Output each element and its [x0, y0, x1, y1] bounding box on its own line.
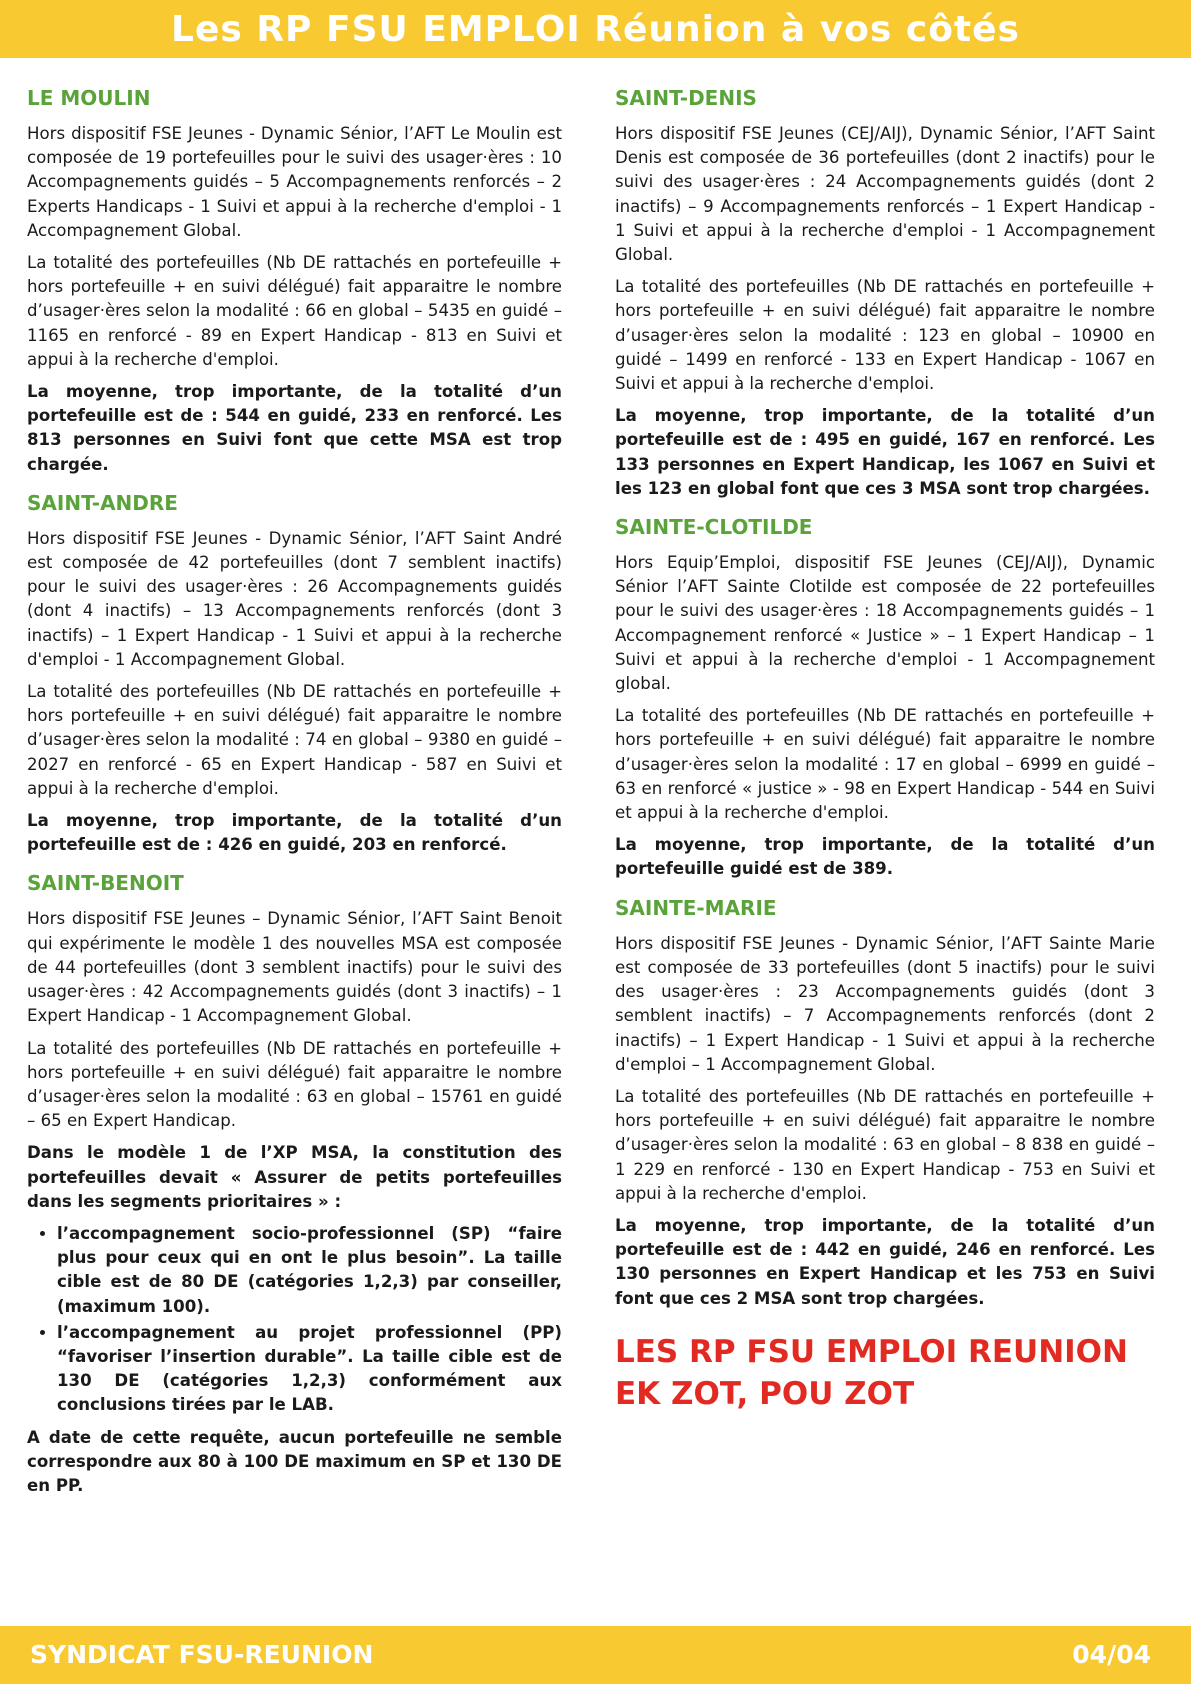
- paragraph: Hors dispositif FSE Jeunes - Dynamic Sénior, l’AFT Saint André est composée de 42 portefeuilles (dont 7 semblent inactifs) pour le suivi des usager·ères : 26 Accompagnements guidés (dont 4 inactifs) – 13 Accompagnements renforcés (dont 3 inactifs) – 1 Expert Handicap - 1 Suivi et appui à la recherche d'emploi - 1 Accompagnement Global.: [27, 528, 562, 669]
- section-title: LE MOULIN: [27, 86, 151, 110]
- section-le-moulin: [27, 86, 562, 477]
- section-title: SAINTE-CLOTILDE: [615, 515, 813, 540]
- paragraph: Hors dispositif FSE Jeunes - Dynamic Sénior, l’AFT Le Moulin est composée de 19 portefeuilles pour le suivi des usager·ères : 10 Accompagnements guidés – 5 Accompagnements renforcés – 2 Experts Handicaps - 1 Suivi et appui à la recherche d'emploi - 1 Accompagnement Global.: [27, 124, 562, 240]
- right-column: [615, 86, 1155, 1415]
- paragraph: La totalité des portefeuilles (Nb DE rattachés en portefeuille + hors portefeuille + en suivi délégué) fait apparaitre le nombre d’usager·ères selon la modalité : 123 en global – 10900 en guidé – 1499 en renforcé - 133 en Expert Handicap - 1067 en Suivi et appui à la recherche d'emploi.: [615, 277, 1155, 394]
- header-banner: [0, 0, 1191, 58]
- slogan: [615, 1331, 1155, 1415]
- slogan-line: EK ZOT, POU ZOT: [615, 1375, 915, 1412]
- section-saint-denis: [615, 86, 1155, 501]
- footer-banner: [0, 1626, 1191, 1684]
- page-title: Les RP FSU EMPLOI Réunion à vos côtés: [171, 8, 1020, 50]
- paragraph: Hors dispositif FSE Jeunes (CEJ/AIJ), Dynamic Sénior, l’AFT Saint Denis est composée de 36 portefeuilles (dont 2 inactifs) pour le suivi des usager·ères : 24 Accompagnements guidés (dont 2 inactifs) – 9 Accompagnements renforcés – 1 Expert Handicap - 1 Suivi et appui à la recherche d'emploi - 1 Accompagnement Global.: [615, 124, 1155, 265]
- section-title: SAINTE-MARIE: [615, 895, 777, 920]
- section-saint-benoit: [27, 871, 562, 1498]
- slogan-line: LES RP FSU EMPLOI REUNION: [615, 1333, 1128, 1370]
- section-sainte-clotilde: [615, 515, 1155, 882]
- footer-organization: SYNDICAT FSU-REUNION: [30, 1640, 374, 1669]
- bullet-list: [27, 1222, 562, 1418]
- list-item: • l’accompagnement socio-professionnel (SP) “faire plus pour ceux qui en ont le plus besoin”. La taille cible est de 80 DE (catégories 1,2,3) par conseiller, (maximum 100).: [57, 1222, 562, 1319]
- paragraph: Hors dispositif FSE Jeunes – Dynamic Sénior, l’AFT Saint Benoit qui expérimente le modèle 1 des nouvelles MSA est composée de 44 portefeuilles (dont 3 semblent inactifs) pour le suivi des usager·ères : 42 Accompagnements guidés (dont 3 inactifs) – 1 Expert Handicap - 1 Accompagnement Global.: [27, 909, 562, 1026]
- section-title: SAINT-DENIS: [615, 86, 757, 110]
- paragraph-bold: La moyenne, trop importante, de la totalité d’un portefeuille guidé est de 389.: [615, 835, 1155, 879]
- paragraph-bold: Dans le modèle 1 de l’XP MSA, la constitution des portefeuilles devait « Assurer de petits portefeuilles dans les segments prioritaires » :: [27, 1143, 562, 1211]
- list-item: • l’accompagnement au projet professionnel (PP) “favoriser l’insertion durable”. La taille cible est de 130 DE (catégories 1,2,3) conformément aux conclusions tirées par le LAB.: [57, 1321, 562, 1418]
- left-column: [27, 86, 562, 1512]
- paragraph-bold: A date de cette requête, aucun portefeuille ne semble correspondre aux 80 à 100 DE maximum en SP et 130 DE en PP.: [27, 1427, 562, 1495]
- paragraph: La totalité des portefeuilles (Nb DE rattachés en portefeuille + hors portefeuille + en suivi délégué) fait apparaitre le nombre d’usager·ères selon la modalité : 66 en global – 5435 en guidé – 1165 en renforcé - 89 en Expert Handicap - 813 en Suivi et appui à la recherche d'emploi.: [27, 253, 562, 369]
- paragraph: La totalité des portefeuilles (Nb DE rattachés en portefeuille + hors portefeuille + en suivi délégué) fait apparaitre le nombre d’usager·ères selon la modalité : 63 en global – 15761 en guidé – 65 en Expert Handicap.: [27, 1038, 562, 1131]
- paragraph: Hors Equip’Emploi, dispositif FSE Jeunes (CEJ/AIJ), Dynamic Sénior l’AFT Sainte Clotilde est composée de 22 portefeuilles pour le suivi des usager·ères : 18 Accompagnements guidés – 1 Accompagnement renforcé « Justice » – 1 Expert Handicap – 1 Suivi et appui à la recherche d'emploi - 1 Accompagnement global.: [615, 553, 1155, 694]
- paragraph-bold: La moyenne, trop importante, de la totalité d’un portefeuille est de : 544 en guidé, 233 en renforcé. Les 813 personnes en Suivi font que cette MSA est trop chargée.: [27, 382, 562, 474]
- paragraph: La totalité des portefeuilles (Nb DE rattachés en portefeuille + hors portefeuille + en suivi délégué) fait apparaitre le nombre d’usager·ères selon la modalité : 74 en global – 9380 en guidé – 2027 en renforcé - 65 en Expert Handicap - 587 en Suivi et appui à la recherche d'emploi.: [27, 682, 562, 798]
- section-saint-andre: [27, 491, 562, 858]
- paragraph: Hors dispositif FSE Jeunes - Dynamic Sénior, l’AFT Sainte Marie est composée de 33 portefeuilles (dont 5 inactifs) pour le suivi des usager·ères : 23 Accompagnements guidés (dont 3 semblent inactifs) – 7 Accompagnements renforcés (dont 2 inactifs) – 1 Expert Handicap - 1 Suivi et appui à la recherche d'emploi – 1 Accompagnement Global.: [615, 933, 1155, 1074]
- page-number: 04/04: [1072, 1640, 1151, 1669]
- section-sainte-marie: [615, 896, 1155, 1311]
- paragraph-bold: La moyenne, trop importante, de la totalité d’un portefeuille est de : 495 en guidé, 167 en renforcé. Les 133 personnes en Expert Handicap, les 1067 en Suivi et les 123 en global font que ces 3 MSA sont trop chargées.: [615, 406, 1155, 498]
- section-title: SAINT-BENOIT: [27, 871, 184, 896]
- paragraph: La totalité des portefeuilles (Nb DE rattachés en portefeuille + hors portefeuille + en suivi délégué) fait apparaitre le nombre d’usager·ères selon la modalité : 63 en global – 8 838 en guidé – 1 229 en renforcé - 130 en Expert Handicap - 753 en Suivi et appui à la recherche d'emploi.: [615, 1086, 1155, 1203]
- paragraph: La totalité des portefeuilles (Nb DE rattachés en portefeuille + hors portefeuille + en suivi délégué) fait apparaitre le nombre d’usager·ères selon la modalité : 17 en global – 6999 en guidé – 63 en renforcé « justice » - 98 en Expert Handicap - 544 en Suivi et appui à la recherche d'emploi.: [615, 706, 1155, 823]
- section-title: SAINT-ANDRE: [27, 490, 178, 515]
- paragraph-bold: La moyenne, trop importante, de la totalité d’un portefeuille est de : 426 en guidé, 203 en renforcé.: [27, 811, 562, 855]
- paragraph-bold: La moyenne, trop importante, de la totalité d’un portefeuille est de : 442 en guidé, 246 en renforcé. Les 130 personnes en Expert Handicap et les 753 en Suivi font que ces 2 MSA sont trop chargées.: [615, 1215, 1155, 1308]
